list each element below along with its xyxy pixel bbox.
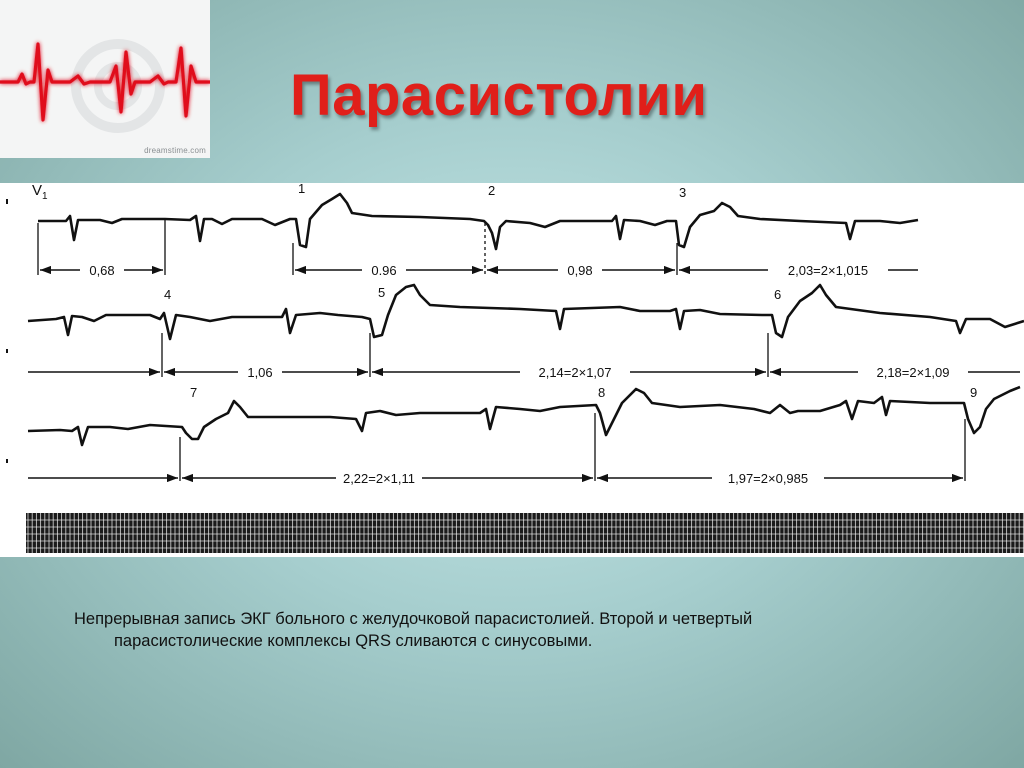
complex-number: 8: [598, 385, 606, 400]
complex-number: 7: [190, 385, 198, 400]
complex-number: 3: [679, 185, 687, 200]
complex-number: 6: [774, 287, 782, 302]
interval-label: 1,06: [247, 365, 273, 380]
complex-number: 2: [488, 183, 496, 198]
complex-number: 9: [970, 385, 978, 400]
interval-label: 0.96: [371, 263, 397, 278]
ecg-figure: [0, 183, 1024, 557]
logo-watermark: dreamstime.com: [144, 146, 206, 155]
slide-title: Парасистолии: [290, 63, 708, 128]
interval-label: 2,03=2×1,015: [787, 263, 869, 278]
ecg-trace-row1: [38, 194, 918, 249]
interval-label: 2,14=2×1,07: [538, 365, 612, 380]
ecg-heartbeat-icon: [0, 0, 210, 158]
ecg-trace-row3: [28, 387, 1020, 445]
margin-ticks: [6, 199, 8, 463]
logo-image: [0, 0, 210, 158]
ecg-strip: [0, 183, 1024, 557]
caption-line2: парасистолические комплексы QRS сливаются с синусовыми.: [114, 632, 593, 650]
interval-label: 0,68: [89, 263, 115, 278]
interval-label: 2,22=2×1,11: [342, 471, 416, 486]
vertical-markers: [38, 219, 965, 481]
complex-number: 5: [378, 285, 386, 300]
timing-grid: [26, 513, 1024, 553]
interval-label: 0,98: [567, 263, 593, 278]
complex-number: 1: [298, 183, 306, 196]
lead-label: $V_1$: [32, 183, 48, 202]
caption: [74, 608, 954, 652]
interval-labels: [80, 262, 968, 486]
caption-line1: Непрерывная запись ЭКГ больного с желудочковой парасистолией. Второй и четвертый: [74, 610, 753, 628]
interval-label: 2,18=2×1,09: [876, 365, 950, 380]
complex-number: 4: [164, 287, 172, 302]
interval-label: 1,97=2×0,985: [727, 471, 809, 486]
ecg-trace-row2: [28, 285, 1024, 339]
